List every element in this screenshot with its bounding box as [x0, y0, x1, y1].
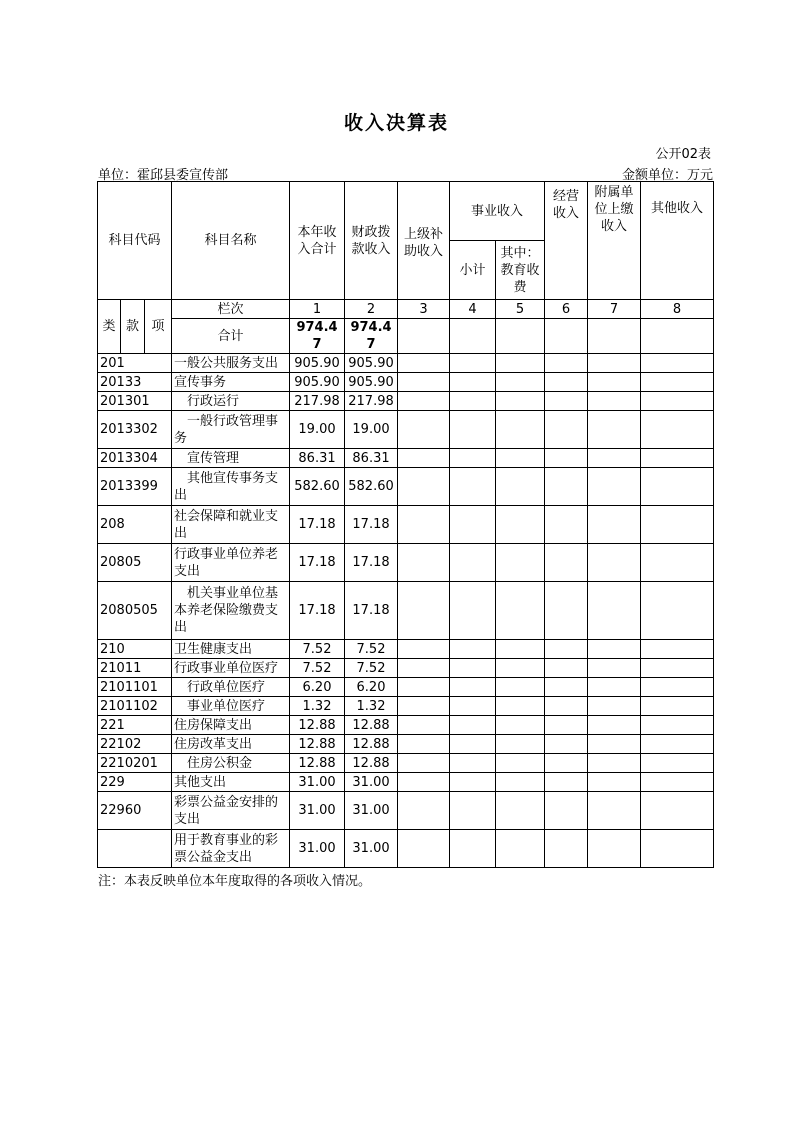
row-name: 行政运行: [172, 392, 290, 411]
empty-cell: [450, 716, 496, 735]
total-fiscal-value: 974.47: [345, 319, 398, 354]
row-total-income: 7.52: [290, 640, 345, 659]
empty-cell: [641, 449, 714, 468]
empty-cell: [545, 373, 588, 392]
table-row: [98, 830, 714, 868]
empty-cell: [450, 659, 496, 678]
empty-cell: [588, 411, 641, 449]
empty-cell: [545, 697, 588, 716]
row-fiscal: 582.60: [345, 468, 398, 506]
empty-cell: [545, 678, 588, 697]
empty-cell: [496, 792, 545, 830]
empty-cell: [398, 792, 450, 830]
empty-cell: [545, 716, 588, 735]
empty-cell: [398, 449, 450, 468]
empty-cell: [545, 449, 588, 468]
empty-cell: [496, 449, 545, 468]
empty-cell: [588, 468, 641, 506]
empty-cell: [450, 773, 496, 792]
row-code: 21011: [98, 659, 172, 678]
row-total-income: 17.18: [290, 544, 345, 582]
empty-cell: [398, 373, 450, 392]
row-code: 210: [98, 640, 172, 659]
empty-cell: [641, 735, 714, 754]
unit-label: 单位：霍邱县委宣传部: [98, 168, 229, 183]
empty-cell: [450, 792, 496, 830]
header-name: 科目名称: [172, 182, 290, 300]
empty-cell: [545, 544, 588, 582]
row-code: 2013302: [98, 411, 172, 449]
col-num-1: 1: [290, 300, 345, 319]
empty-cell: [545, 773, 588, 792]
empty-cell: [588, 544, 641, 582]
total-label: 合计: [172, 319, 290, 354]
row-total-income: 6.20: [290, 678, 345, 697]
row-total-income: 17.18: [290, 506, 345, 544]
row-fiscal: 31.00: [345, 773, 398, 792]
empty-cell: [496, 640, 545, 659]
empty-cell: [398, 773, 450, 792]
empty-cell: [496, 411, 545, 449]
empty-cell: [545, 659, 588, 678]
row-total-income: 905.90: [290, 354, 345, 373]
row-fiscal: 12.88: [345, 754, 398, 773]
empty-cell: [588, 716, 641, 735]
row-fiscal: 1.32: [345, 697, 398, 716]
row-name: 其他支出: [172, 773, 290, 792]
row-total-income: 12.88: [290, 716, 345, 735]
empty-cell: [496, 697, 545, 716]
table-row: [98, 411, 714, 449]
row-fiscal: 31.00: [345, 830, 398, 868]
header-total-income: 本年收入合计: [290, 182, 345, 300]
header-lei: 类: [98, 300, 121, 354]
empty-cell: [545, 640, 588, 659]
header-affiliated: 附属单位上缴收入: [588, 182, 641, 300]
empty-cell: [496, 659, 545, 678]
row-name: 宣传事务: [172, 373, 290, 392]
empty-cell: [496, 735, 545, 754]
row-code: 2013304: [98, 449, 172, 468]
row-fiscal: 31.00: [345, 792, 398, 830]
total-row: [98, 319, 714, 354]
table-row: [98, 697, 714, 716]
empty-cell: [398, 735, 450, 754]
row-total-income: 31.00: [290, 830, 345, 868]
table-body: [98, 354, 714, 868]
row-total-income: 12.88: [290, 754, 345, 773]
empty-cell: [588, 773, 641, 792]
row-code: 208: [98, 506, 172, 544]
empty-cell: [545, 754, 588, 773]
empty-cell: [545, 735, 588, 754]
row-code: 201301: [98, 392, 172, 411]
page-title: 收入决算表: [343, 112, 449, 134]
empty-cell: [588, 678, 641, 697]
empty-cell: [398, 830, 450, 868]
row-code: 229: [98, 773, 172, 792]
empty-cell: [588, 392, 641, 411]
empty-cell: [588, 754, 641, 773]
row-total-income: 31.00: [290, 773, 345, 792]
row-code: 201: [98, 354, 172, 373]
row-total-income: 217.98: [290, 392, 345, 411]
empty-cell: [496, 582, 545, 640]
empty-cell: [588, 792, 641, 830]
empty-cell: [545, 792, 588, 830]
empty-cell: [450, 468, 496, 506]
empty-cell: [641, 411, 714, 449]
row-name: 其他宣传事务支出: [172, 468, 290, 506]
form-number: 公开02表: [655, 147, 711, 162]
col-num-4: 4: [450, 300, 496, 319]
header-edu: 其中：教育收费: [496, 241, 545, 300]
row-name: 行政单位医疗: [172, 678, 290, 697]
table-row: [98, 373, 714, 392]
empty-cell: [588, 697, 641, 716]
empty-cell: [641, 773, 714, 792]
row-name: 住房公积金: [172, 754, 290, 773]
table-row: [98, 506, 714, 544]
empty-cell: [641, 792, 714, 830]
row-code: 2101101: [98, 678, 172, 697]
empty-cell: [496, 754, 545, 773]
row-name: 一般行政管理事务: [172, 411, 290, 449]
table-row: [98, 716, 714, 735]
empty-cell: [398, 392, 450, 411]
empty-cell: [641, 544, 714, 582]
empty-cell: [641, 506, 714, 544]
table-row: [98, 449, 714, 468]
empty-cell: [641, 697, 714, 716]
row-name: 行政事业单位医疗: [172, 659, 290, 678]
header-fiscal: 财政拨款收入: [345, 182, 398, 300]
empty-cell: [450, 830, 496, 868]
col-num-5: 5: [496, 300, 545, 319]
empty-cell: [398, 754, 450, 773]
row-name: 住房保障支出: [172, 716, 290, 735]
table-row: [98, 582, 714, 640]
header-subtotal: 小计: [450, 241, 496, 300]
row-fiscal: 7.52: [345, 659, 398, 678]
empty-cell: [641, 678, 714, 697]
row-fiscal: 7.52: [345, 640, 398, 659]
empty-cell: [398, 716, 450, 735]
table-row: [98, 735, 714, 754]
empty-cell: [450, 354, 496, 373]
header-code: 科目代码: [98, 182, 172, 300]
footnote: 注：本表反映单位本年度取得的各项收入情况。: [98, 874, 372, 889]
empty-cell: [496, 716, 545, 735]
total-income-value: 974.47: [290, 319, 345, 354]
row-code: 20133: [98, 373, 172, 392]
row-code: 2210201: [98, 754, 172, 773]
row-code: 22960: [98, 792, 172, 830]
empty-cell: [398, 544, 450, 582]
empty-cell: [450, 506, 496, 544]
row-total-income: 905.90: [290, 373, 345, 392]
row-code: [98, 830, 172, 868]
row-total-income: 17.18: [290, 582, 345, 640]
row-name: 社会保障和就业支出: [172, 506, 290, 544]
empty-cell: [588, 830, 641, 868]
empty-cell: [641, 354, 714, 373]
row-fiscal: 905.90: [345, 354, 398, 373]
empty-cell: [398, 678, 450, 697]
table-row: [98, 640, 714, 659]
row-code: 2080505: [98, 582, 172, 640]
table-header: [98, 182, 714, 354]
row-name: 卫生健康支出: [172, 640, 290, 659]
table-row: [98, 659, 714, 678]
col-num-3: 3: [398, 300, 450, 319]
row-fiscal: 217.98: [345, 392, 398, 411]
header-business: 事业收入: [450, 182, 545, 241]
table-row: [98, 392, 714, 411]
row-fiscal: 12.88: [345, 716, 398, 735]
header-lanci: 栏次: [172, 300, 290, 319]
empty-cell: [641, 392, 714, 411]
empty-cell: [496, 506, 545, 544]
empty-cell: [588, 449, 641, 468]
row-name: 住房改革支出: [172, 735, 290, 754]
row-fiscal: 86.31: [345, 449, 398, 468]
row-name: 机关事业单位基本养老保险缴费支出: [172, 582, 290, 640]
row-name: 一般公共服务支出: [172, 354, 290, 373]
empty-cell: [398, 354, 450, 373]
row-code: 2101102: [98, 697, 172, 716]
empty-cell: [398, 468, 450, 506]
empty-cell: [588, 582, 641, 640]
col-num-7: 7: [588, 300, 641, 319]
empty-cell: [545, 582, 588, 640]
empty-cell: [641, 373, 714, 392]
row-fiscal: 17.18: [345, 544, 398, 582]
row-code: 22102: [98, 735, 172, 754]
header-operating: 经营收入: [545, 182, 588, 300]
empty-cell: [545, 830, 588, 868]
col-num-6: 6: [545, 300, 588, 319]
row-total-income: 31.00: [290, 792, 345, 830]
table-row: [98, 354, 714, 373]
empty-cell: [545, 354, 588, 373]
row-code: 2013399: [98, 468, 172, 506]
money-unit-label: 金额单位：万元: [621, 168, 713, 183]
table-row: [98, 792, 714, 830]
row-code: 221: [98, 716, 172, 735]
empty-cell: [496, 468, 545, 506]
row-name: 用于教育事业的彩票公益金支出: [172, 830, 290, 868]
empty-cell: [588, 735, 641, 754]
row-name: 彩票公益金安排的支出: [172, 792, 290, 830]
header-superior: 上级补助收入: [398, 182, 450, 300]
header-other: 其他收入: [641, 182, 714, 300]
empty-cell: [398, 411, 450, 449]
table-row: [98, 468, 714, 506]
empty-cell: [641, 659, 714, 678]
empty-cell: [398, 659, 450, 678]
empty-cell: [450, 392, 496, 411]
empty-cell: [588, 506, 641, 544]
empty-cell: [545, 411, 588, 449]
row-total-income: 582.60: [290, 468, 345, 506]
empty-cell: [496, 392, 545, 411]
row-total-income: 12.88: [290, 735, 345, 754]
empty-cell: [496, 544, 545, 582]
row-name: 事业单位医疗: [172, 697, 290, 716]
empty-cell: [641, 468, 714, 506]
empty-cell: [450, 373, 496, 392]
empty-cell: [450, 582, 496, 640]
empty-cell: [450, 640, 496, 659]
empty-cell: [450, 411, 496, 449]
empty-cell: [588, 354, 641, 373]
empty-cell: [588, 373, 641, 392]
empty-cell: [450, 697, 496, 716]
row-name: 行政事业单位养老支出: [172, 544, 290, 582]
col-num-2: 2: [345, 300, 398, 319]
empty-cell: [496, 773, 545, 792]
empty-cell: [398, 506, 450, 544]
row-fiscal: 6.20: [345, 678, 398, 697]
empty-cell: [496, 678, 545, 697]
row-fiscal: 12.88: [345, 735, 398, 754]
empty-cell: [641, 754, 714, 773]
row-fiscal: 19.00: [345, 411, 398, 449]
empty-cell: [496, 373, 545, 392]
empty-cell: [496, 354, 545, 373]
empty-cell: [450, 544, 496, 582]
empty-cell: [545, 468, 588, 506]
empty-cell: [398, 697, 450, 716]
empty-cell: [398, 640, 450, 659]
empty-cell: [641, 582, 714, 640]
col-num-8: 8: [641, 300, 714, 319]
row-total-income: 7.52: [290, 659, 345, 678]
row-total-income: 1.32: [290, 697, 345, 716]
empty-cell: [641, 830, 714, 868]
table-row: [98, 773, 714, 792]
empty-cell: [398, 582, 450, 640]
table-row: [98, 678, 714, 697]
empty-cell: [641, 640, 714, 659]
empty-cell: [545, 392, 588, 411]
row-fiscal: 905.90: [345, 373, 398, 392]
empty-cell: [450, 449, 496, 468]
row-name: 宣传管理: [172, 449, 290, 468]
row-fiscal: 17.18: [345, 582, 398, 640]
income-table: [97, 181, 714, 868]
header-xiang: 项: [145, 300, 172, 354]
row-total-income: 86.31: [290, 449, 345, 468]
empty-cell: [450, 678, 496, 697]
empty-cell: [641, 716, 714, 735]
empty-cell: [450, 754, 496, 773]
empty-cell: [588, 640, 641, 659]
table-row: [98, 754, 714, 773]
empty-cell: [496, 830, 545, 868]
header-kuan: 款: [121, 300, 145, 354]
empty-cell: [450, 735, 496, 754]
table-row: [98, 544, 714, 582]
row-total-income: 19.00: [290, 411, 345, 449]
empty-cell: [588, 659, 641, 678]
row-code: 20805: [98, 544, 172, 582]
empty-cell: [545, 506, 588, 544]
row-fiscal: 17.18: [345, 506, 398, 544]
